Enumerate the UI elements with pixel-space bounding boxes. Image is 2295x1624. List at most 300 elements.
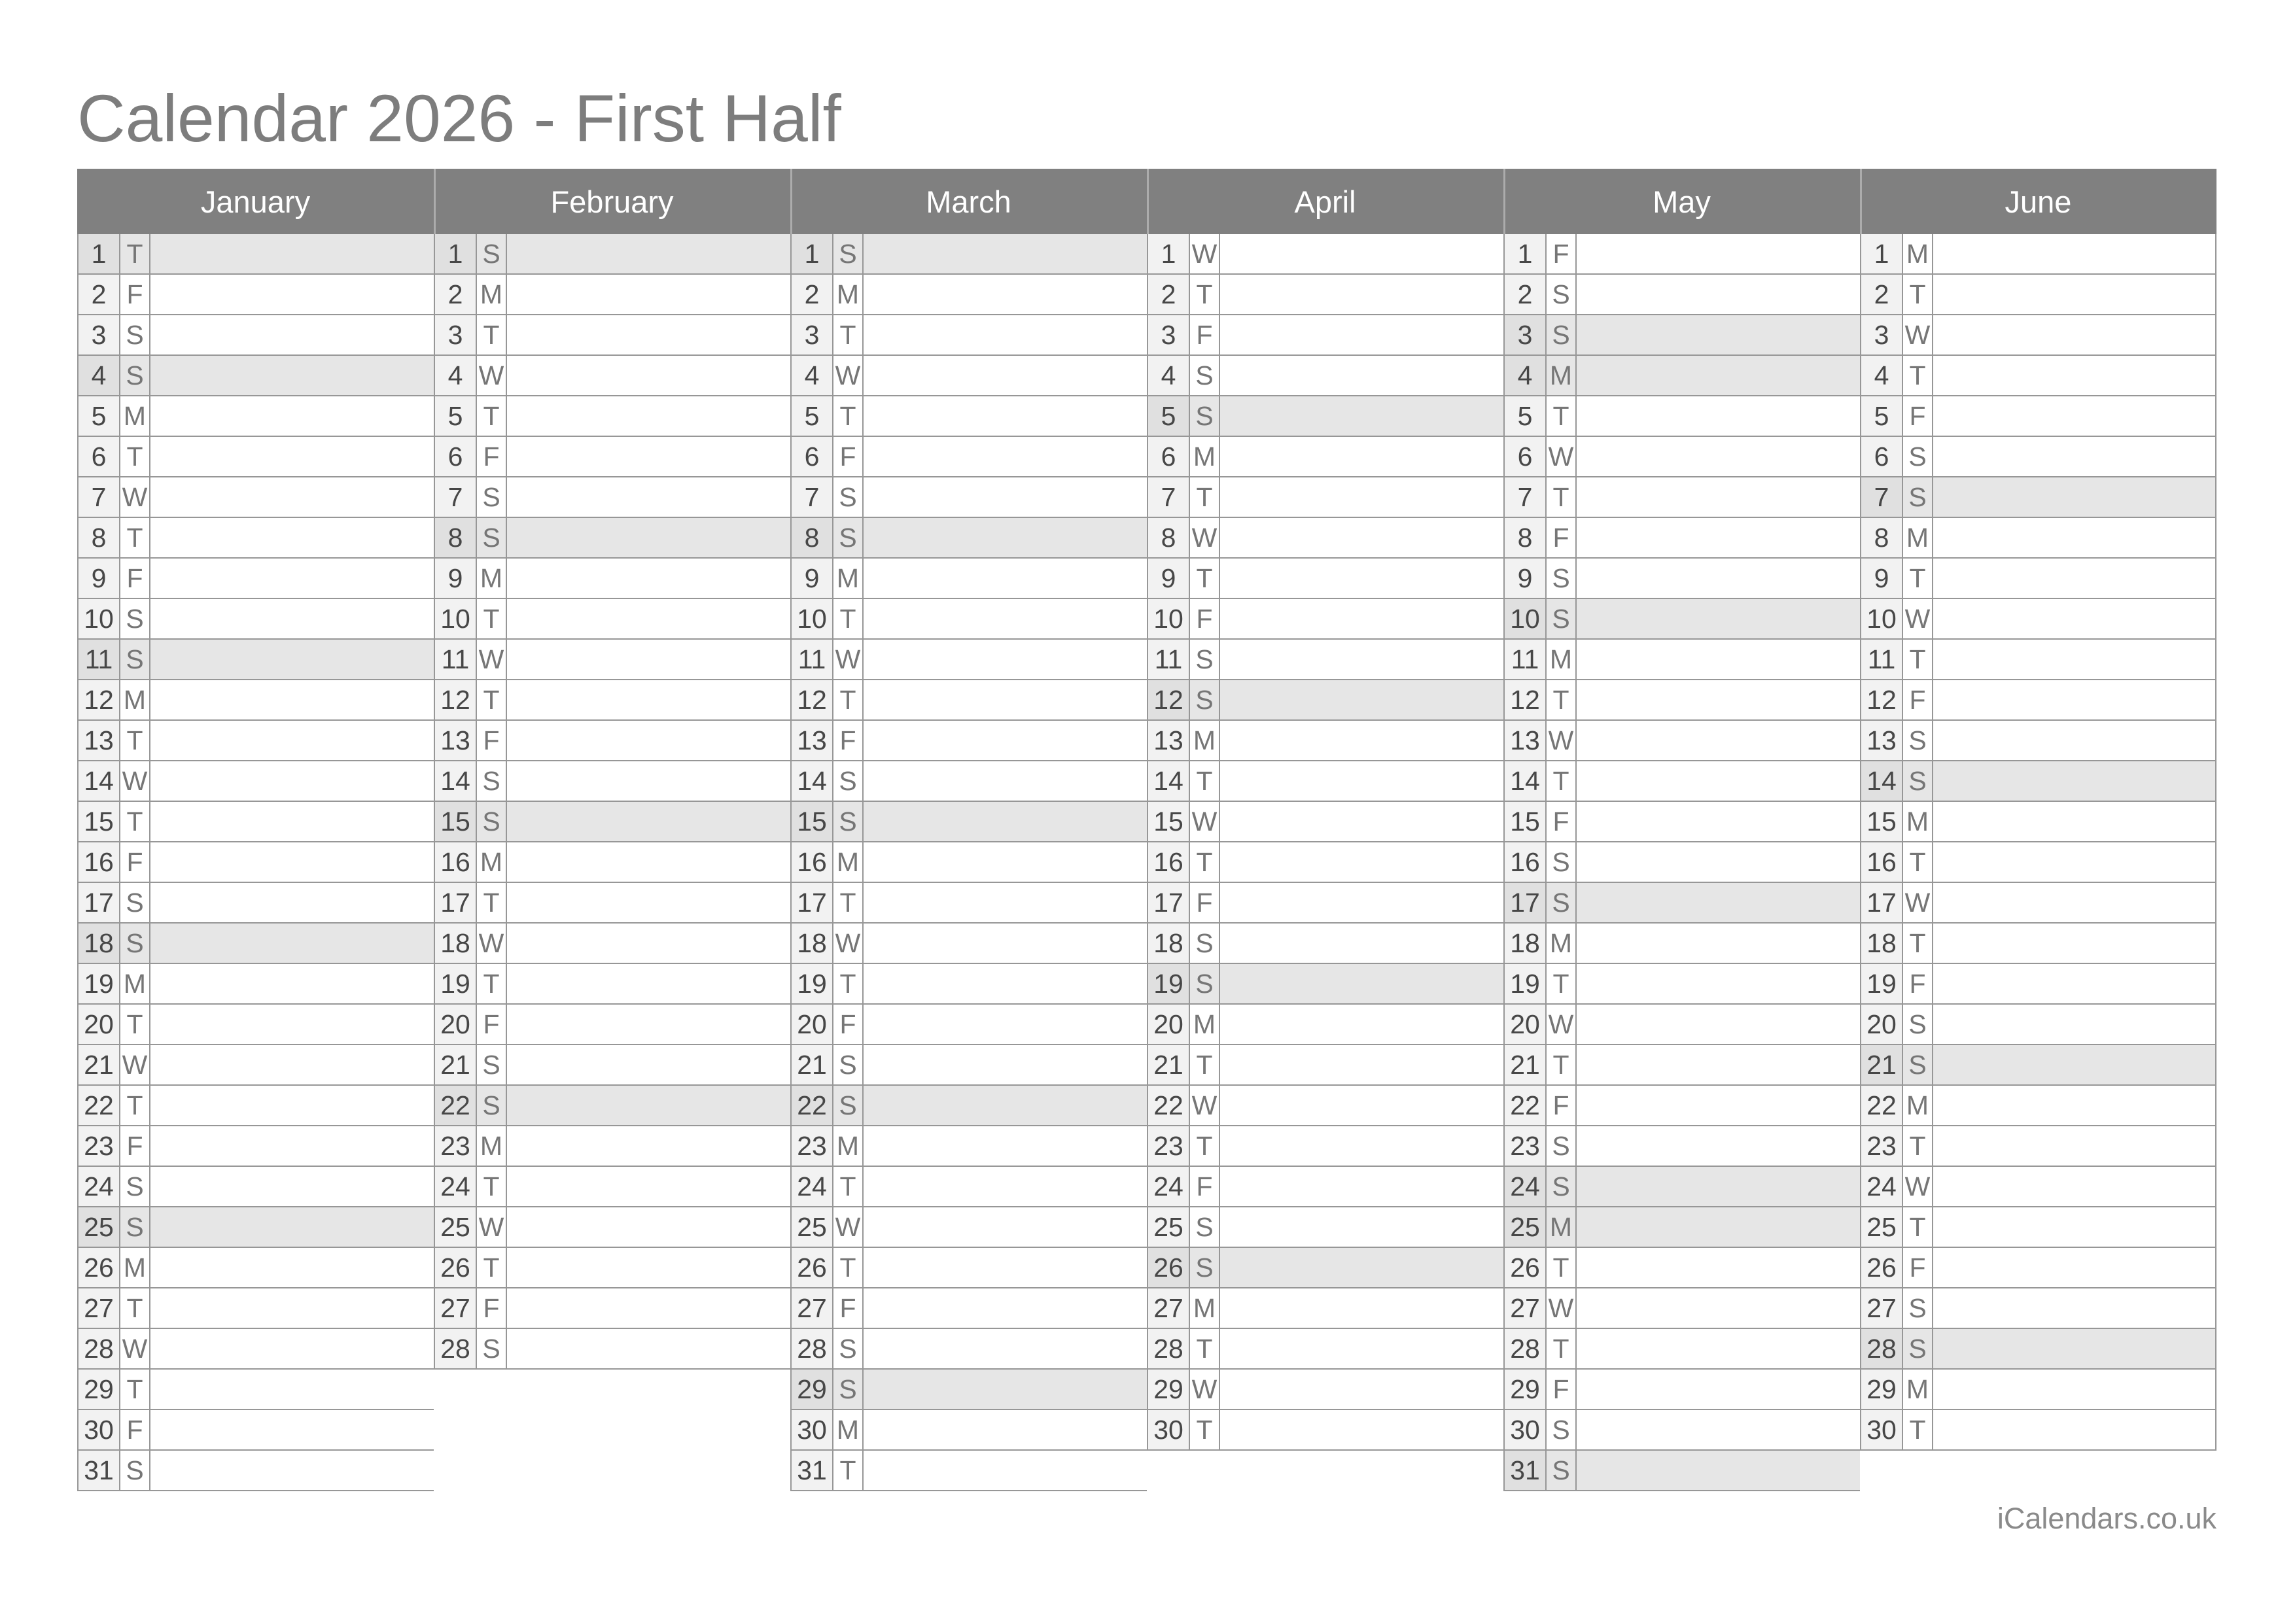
day-note-cell — [1933, 680, 2216, 721]
day-number-cell: 23 — [1860, 1126, 1903, 1167]
day-letter-cell: T — [833, 680, 864, 721]
day-note-cell — [1933, 761, 2216, 802]
day-note-cell — [1220, 1370, 1503, 1410]
day-note-cell — [1577, 1370, 1860, 1410]
day-row — [1860, 1045, 2216, 1086]
day-number-cell: 8 — [790, 518, 833, 559]
day-row — [1503, 1167, 1860, 1207]
day-letter-cell: S — [833, 518, 864, 559]
day-letter-cell: T — [1903, 1126, 1933, 1167]
day-note-cell — [1933, 924, 2216, 964]
day-row — [77, 356, 434, 396]
day-number-cell: 26 — [77, 1248, 120, 1288]
day-letter-cell: S — [1903, 721, 1933, 761]
day-note-cell — [1933, 234, 2216, 275]
day-note-cell — [1220, 599, 1503, 640]
day-row — [1503, 275, 1860, 315]
day-letter-cell: W — [833, 1207, 864, 1248]
day-row — [790, 924, 1147, 964]
day-letter-cell: T — [1190, 1045, 1220, 1086]
day-note-cell — [1220, 1086, 1503, 1126]
day-number-cell: 26 — [1860, 1248, 1903, 1288]
day-letter-cell: S — [1547, 275, 1577, 315]
day-number-cell: 19 — [434, 964, 477, 1005]
day-note-cell — [507, 477, 790, 518]
day-letter-cell: S — [1547, 315, 1577, 356]
day-number-cell: 6 — [1147, 437, 1190, 477]
day-note-cell — [864, 842, 1147, 883]
day-note-cell — [1220, 1207, 1503, 1248]
day-letter-cell: T — [120, 721, 150, 761]
day-letter-cell: S — [833, 1370, 864, 1410]
day-note-cell — [1933, 1005, 2216, 1045]
day-row — [1860, 315, 2216, 356]
day-number-cell: 7 — [790, 477, 833, 518]
day-row — [434, 924, 790, 964]
day-letter-cell: M — [833, 1126, 864, 1167]
day-number-cell: 22 — [1147, 1086, 1190, 1126]
day-note-cell — [1577, 842, 1860, 883]
day-letter-cell: W — [477, 640, 507, 680]
day-row — [790, 275, 1147, 315]
day-row — [1503, 1126, 1860, 1167]
day-row — [1860, 680, 2216, 721]
day-letter-cell: S — [120, 883, 150, 924]
day-number-cell: 1 — [1860, 234, 1903, 275]
day-letter-cell: F — [1903, 1248, 1933, 1288]
day-number-cell: 5 — [790, 396, 833, 437]
day-row — [1147, 1086, 1503, 1126]
day-number-cell: 29 — [77, 1370, 120, 1410]
day-row — [790, 559, 1147, 599]
day-note-cell — [150, 964, 434, 1005]
day-letter-cell: S — [120, 640, 150, 680]
day-number-cell: 16 — [1860, 842, 1903, 883]
day-row — [790, 1288, 1147, 1329]
day-number-cell: 17 — [77, 883, 120, 924]
day-row — [1147, 437, 1503, 477]
day-note-cell — [864, 275, 1147, 315]
day-number-cell: 22 — [790, 1086, 833, 1126]
day-note-cell — [1933, 356, 2216, 396]
day-number-cell: 11 — [77, 640, 120, 680]
day-row — [1503, 924, 1860, 964]
day-number-cell: 22 — [1503, 1086, 1547, 1126]
day-letter-cell: T — [1903, 640, 1933, 680]
day-number-cell: 9 — [1503, 559, 1547, 599]
day-row — [1503, 1329, 1860, 1370]
day-letter-cell: T — [477, 680, 507, 721]
day-row — [434, 883, 790, 924]
day-letter-cell: S — [120, 356, 150, 396]
day-row — [1503, 315, 1860, 356]
day-row — [1147, 1045, 1503, 1086]
day-number-cell: 10 — [77, 599, 120, 640]
day-row — [790, 1126, 1147, 1167]
day-letter-cell: W — [833, 924, 864, 964]
day-row — [1503, 680, 1860, 721]
day-letter-cell: W — [1903, 599, 1933, 640]
day-letter-cell: M — [1190, 437, 1220, 477]
day-row — [77, 437, 434, 477]
day-note-cell — [507, 437, 790, 477]
day-letter-cell: M — [1547, 356, 1577, 396]
day-row — [77, 1248, 434, 1288]
day-number-cell: 19 — [790, 964, 833, 1005]
day-number-cell: 30 — [77, 1410, 120, 1451]
day-row — [1503, 802, 1860, 842]
day-note-cell — [150, 842, 434, 883]
day-letter-cell: M — [833, 559, 864, 599]
day-letter-cell: M — [120, 396, 150, 437]
day-note-cell — [1933, 1045, 2216, 1086]
day-row — [1503, 437, 1860, 477]
day-number-cell: 20 — [790, 1005, 833, 1045]
day-row — [77, 1005, 434, 1045]
day-note-cell — [1577, 924, 1860, 964]
day-number-cell: 2 — [1147, 275, 1190, 315]
day-row — [1860, 437, 2216, 477]
day-letter-cell: F — [1547, 518, 1577, 559]
day-number-cell: 13 — [790, 721, 833, 761]
day-row — [1147, 356, 1503, 396]
day-note-cell — [864, 680, 1147, 721]
day-number-cell: 18 — [790, 924, 833, 964]
day-letter-cell: S — [1547, 1126, 1577, 1167]
day-number-cell: 5 — [1147, 396, 1190, 437]
day-number-cell: 19 — [77, 964, 120, 1005]
day-note-cell — [150, 1045, 434, 1086]
day-row — [1503, 1288, 1860, 1329]
day-note-cell — [1933, 275, 2216, 315]
day-note-cell — [1220, 437, 1503, 477]
day-row — [1860, 1086, 2216, 1126]
day-number-cell: 1 — [790, 234, 833, 275]
day-row — [77, 883, 434, 924]
day-note-cell — [1577, 761, 1860, 802]
day-letter-cell: F — [477, 1288, 507, 1329]
day-number-cell: 7 — [434, 477, 477, 518]
day-letter-cell: S — [120, 1451, 150, 1491]
day-letter-cell: S — [477, 1086, 507, 1126]
day-letter-cell: T — [1903, 924, 1933, 964]
day-number-cell: 31 — [790, 1451, 833, 1491]
day-letter-cell: W — [120, 761, 150, 802]
day-row — [790, 396, 1147, 437]
day-row — [1503, 396, 1860, 437]
day-row — [77, 599, 434, 640]
day-number-cell: 4 — [790, 356, 833, 396]
day-letter-cell: W — [477, 1207, 507, 1248]
day-letter-cell: W — [833, 640, 864, 680]
day-number-cell: 27 — [1503, 1288, 1547, 1329]
day-number-cell: 27 — [77, 1288, 120, 1329]
day-note-cell — [1577, 640, 1860, 680]
day-row — [1503, 1248, 1860, 1288]
day-note-cell — [1577, 599, 1860, 640]
day-row — [434, 396, 790, 437]
day-letter-cell: W — [1547, 1005, 1577, 1045]
day-row — [434, 1167, 790, 1207]
day-note-cell — [507, 275, 790, 315]
day-letter-cell: F — [477, 1005, 507, 1045]
day-number-cell: 6 — [1503, 437, 1547, 477]
day-note-cell — [1577, 1167, 1860, 1207]
day-letter-cell: F — [1547, 234, 1577, 275]
day-note-cell — [1577, 883, 1860, 924]
day-note-cell — [1577, 437, 1860, 477]
day-number-cell: 10 — [434, 599, 477, 640]
day-note-cell — [1577, 477, 1860, 518]
day-note-cell — [150, 802, 434, 842]
day-letter-cell: S — [477, 518, 507, 559]
day-note-cell — [864, 1126, 1147, 1167]
day-letter-cell: T — [120, 1086, 150, 1126]
day-number-cell: 3 — [1147, 315, 1190, 356]
day-note-cell — [150, 1288, 434, 1329]
day-number-cell: 3 — [434, 315, 477, 356]
day-note-cell — [1933, 1288, 2216, 1329]
day-row — [1860, 599, 2216, 640]
day-number-cell: 3 — [77, 315, 120, 356]
day-note-cell — [1933, 1167, 2216, 1207]
day-row — [77, 964, 434, 1005]
day-row — [1147, 721, 1503, 761]
day-letter-cell: S — [1903, 1288, 1933, 1329]
day-number-cell: 2 — [790, 275, 833, 315]
day-letter-cell: S — [1190, 1207, 1220, 1248]
day-letter-cell: S — [1190, 396, 1220, 437]
day-note-cell — [864, 1248, 1147, 1288]
day-letter-cell: S — [1547, 1410, 1577, 1451]
day-letter-cell: M — [477, 1126, 507, 1167]
day-number-cell: 17 — [1860, 883, 1903, 924]
day-letter-cell: S — [120, 1167, 150, 1207]
day-letter-cell: S — [477, 1329, 507, 1370]
day-number-cell: 30 — [1147, 1410, 1190, 1451]
day-number-cell: 14 — [434, 761, 477, 802]
day-note-cell — [507, 1045, 790, 1086]
day-row — [1503, 559, 1860, 599]
day-note-cell — [150, 680, 434, 721]
day-note-cell — [1577, 234, 1860, 275]
day-row — [1147, 842, 1503, 883]
day-letter-cell: T — [1547, 477, 1577, 518]
day-row — [1860, 1410, 2216, 1451]
day-note-cell — [1220, 721, 1503, 761]
day-row — [1147, 964, 1503, 1005]
day-note-cell — [1577, 396, 1860, 437]
day-note-cell — [507, 842, 790, 883]
day-letter-cell: T — [833, 1167, 864, 1207]
day-row — [1147, 1329, 1503, 1370]
day-letter-cell: F — [120, 1410, 150, 1451]
day-note-cell — [1933, 640, 2216, 680]
day-number-cell: 15 — [1147, 802, 1190, 842]
day-row — [1503, 721, 1860, 761]
day-number-cell: 13 — [77, 721, 120, 761]
day-letter-cell: S — [1547, 842, 1577, 883]
day-row — [1147, 1370, 1503, 1410]
day-number-cell: 30 — [1503, 1410, 1547, 1451]
day-number-cell: 25 — [790, 1207, 833, 1248]
day-note-cell — [507, 964, 790, 1005]
day-letter-cell: S — [1547, 1167, 1577, 1207]
day-number-cell: 2 — [1503, 275, 1547, 315]
day-letter-cell: S — [1547, 883, 1577, 924]
day-number-cell: 29 — [1860, 1370, 1903, 1410]
day-letter-cell: S — [1903, 1329, 1933, 1370]
day-note-cell — [507, 1329, 790, 1370]
day-letter-cell: M — [833, 1410, 864, 1451]
day-letter-cell: M — [1903, 1086, 1933, 1126]
day-letter-cell: S — [1903, 437, 1933, 477]
day-number-cell: 21 — [1860, 1045, 1903, 1086]
day-note-cell — [1577, 1005, 1860, 1045]
day-letter-cell: W — [477, 356, 507, 396]
day-letter-cell: T — [833, 599, 864, 640]
day-letter-cell: F — [833, 437, 864, 477]
day-number-cell: 28 — [77, 1329, 120, 1370]
month-header: April — [1147, 169, 1503, 234]
day-row — [434, 437, 790, 477]
day-row — [1860, 964, 2216, 1005]
day-note-cell — [1577, 1410, 1860, 1451]
day-row — [790, 437, 1147, 477]
day-letter-cell: F — [120, 842, 150, 883]
day-row — [77, 761, 434, 802]
day-letter-cell: T — [1903, 356, 1933, 396]
day-note-cell — [150, 1370, 434, 1410]
day-row — [434, 1086, 790, 1126]
day-number-cell: 9 — [1147, 559, 1190, 599]
day-row — [1860, 883, 2216, 924]
day-row — [77, 680, 434, 721]
day-letter-cell: T — [120, 437, 150, 477]
day-number-cell: 25 — [1503, 1207, 1547, 1248]
day-note-cell — [1577, 1248, 1860, 1288]
day-note-cell — [507, 802, 790, 842]
day-number-cell: 17 — [790, 883, 833, 924]
day-number-cell: 1 — [1147, 234, 1190, 275]
day-note-cell — [1933, 599, 2216, 640]
day-row — [1503, 1045, 1860, 1086]
day-row — [790, 1329, 1147, 1370]
day-row — [1860, 396, 2216, 437]
day-row — [1147, 315, 1503, 356]
day-number-cell: 10 — [790, 599, 833, 640]
day-letter-cell: T — [120, 234, 150, 275]
day-row — [1147, 234, 1503, 275]
day-letter-cell: M — [1903, 1370, 1933, 1410]
day-letter-cell: T — [477, 315, 507, 356]
day-number-cell: 26 — [1503, 1248, 1547, 1288]
day-row — [77, 1329, 434, 1370]
day-row — [1503, 1207, 1860, 1248]
day-row — [790, 802, 1147, 842]
day-letter-cell: W — [1190, 518, 1220, 559]
day-letter-cell: F — [833, 1005, 864, 1045]
day-number-cell: 19 — [1147, 964, 1190, 1005]
day-number-cell: 18 — [1503, 924, 1547, 964]
day-letter-cell: T — [477, 964, 507, 1005]
day-letter-cell: S — [1190, 964, 1220, 1005]
day-letter-cell: W — [1903, 1167, 1933, 1207]
day-note-cell — [1220, 234, 1503, 275]
day-number-cell: 4 — [434, 356, 477, 396]
day-row — [1147, 802, 1503, 842]
day-note-cell — [507, 1167, 790, 1207]
day-letter-cell: F — [1903, 964, 1933, 1005]
day-row — [790, 315, 1147, 356]
day-row — [434, 1248, 790, 1288]
day-letter-cell: T — [1547, 761, 1577, 802]
day-number-cell: 19 — [1503, 964, 1547, 1005]
day-number-cell: 6 — [1860, 437, 1903, 477]
day-letter-cell: S — [120, 1207, 150, 1248]
day-row — [434, 761, 790, 802]
day-number-cell: 15 — [1860, 802, 1903, 842]
day-row — [1147, 924, 1503, 964]
day-letter-cell: T — [1190, 1126, 1220, 1167]
day-row — [77, 1451, 434, 1491]
day-row — [434, 518, 790, 559]
day-row — [1147, 396, 1503, 437]
day-note-cell — [150, 1329, 434, 1370]
month-column-march — [790, 169, 1147, 1491]
day-letter-cell: S — [1903, 477, 1933, 518]
day-row — [1860, 802, 2216, 842]
day-number-cell: 4 — [1147, 356, 1190, 396]
day-number-cell: 11 — [434, 640, 477, 680]
day-number-cell: 9 — [434, 559, 477, 599]
day-number-cell: 18 — [77, 924, 120, 964]
day-letter-cell: W — [1190, 1370, 1220, 1410]
day-note-cell — [150, 518, 434, 559]
day-row — [434, 1005, 790, 1045]
day-number-cell: 16 — [790, 842, 833, 883]
day-letter-cell: T — [120, 518, 150, 559]
day-row — [1860, 518, 2216, 559]
day-row — [1503, 1005, 1860, 1045]
day-number-cell: 18 — [1860, 924, 1903, 964]
day-note-cell — [1220, 640, 1503, 680]
day-note-cell — [1220, 761, 1503, 802]
day-row — [790, 1207, 1147, 1248]
day-number-cell: 12 — [1860, 680, 1903, 721]
day-note-cell — [864, 1005, 1147, 1045]
day-note-cell — [864, 1086, 1147, 1126]
day-row — [1147, 477, 1503, 518]
day-note-cell — [864, 477, 1147, 518]
day-row — [790, 1167, 1147, 1207]
day-number-cell: 14 — [1503, 761, 1547, 802]
day-note-cell — [507, 924, 790, 964]
day-number-cell: 9 — [1860, 559, 1903, 599]
day-note-cell — [507, 1207, 790, 1248]
day-letter-cell: W — [1903, 315, 1933, 356]
day-note-cell — [507, 1248, 790, 1288]
day-number-cell: 6 — [77, 437, 120, 477]
day-letter-cell: M — [1190, 1005, 1220, 1045]
day-note-cell — [1220, 924, 1503, 964]
day-number-cell: 12 — [77, 680, 120, 721]
day-note-cell — [864, 437, 1147, 477]
day-letter-cell: S — [1190, 356, 1220, 396]
day-letter-cell: W — [833, 356, 864, 396]
day-note-cell — [150, 437, 434, 477]
day-letter-cell: F — [120, 559, 150, 599]
